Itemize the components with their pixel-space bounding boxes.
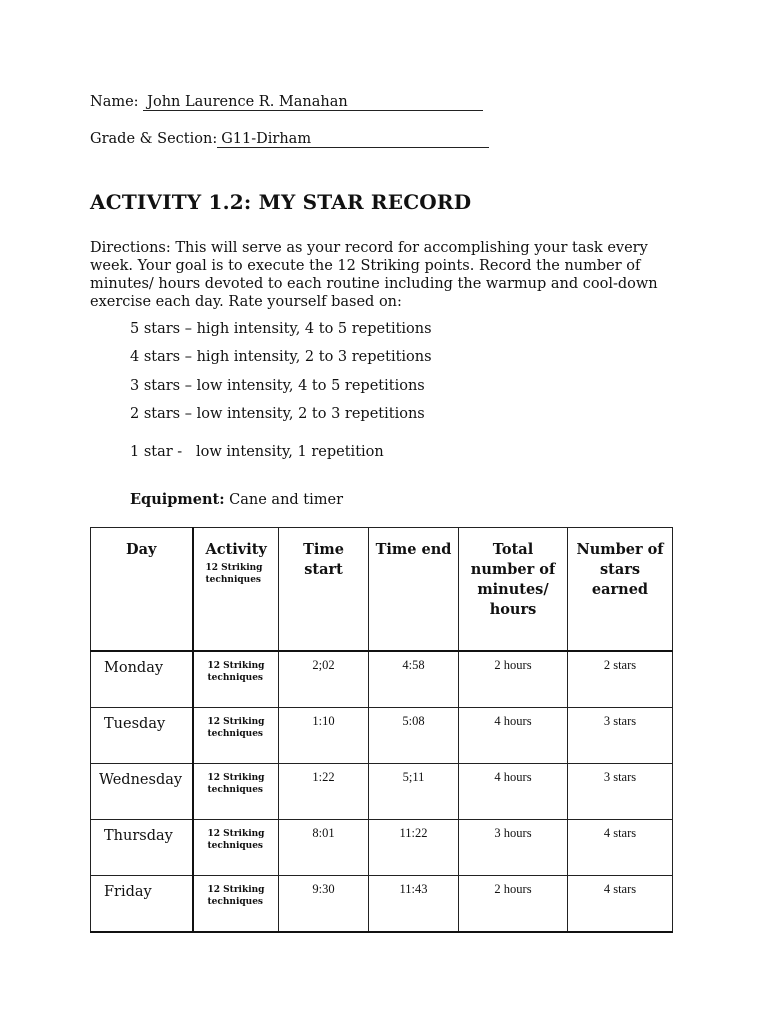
cell-total: 3 hours [459,820,568,876]
name-label: Name: [90,94,139,110]
grade-label: Grade & Section: [90,131,218,147]
name-field[interactable]: John Laurence R. Manahan [143,95,483,111]
cell-time-end: 5;11 [369,764,459,820]
rating-3-stars: 3 stars – low intensity, 4 to 5 repetitions [130,378,425,394]
table-row [91,820,673,876]
cell-time-start: 2;02 [279,651,369,708]
cell-day: Thursday [91,820,193,876]
cell-day: Monday [91,651,193,708]
equipment-label: Equipment: [130,491,225,508]
table-header-row [91,528,673,652]
cell-time-start: 9:30 [279,876,369,933]
cell-stars: 4 stars [568,876,673,933]
cell-total: 4 hours [459,708,568,764]
cell-time-start: 1:22 [279,764,369,820]
cell-stars: 4 stars [568,820,673,876]
cell-time-start: 1:10 [279,708,369,764]
cell-total: 2 hours [459,651,568,708]
table-row [91,708,673,764]
header-activity-sub: 12 Striking techniques [205,563,263,585]
table-row [91,764,673,820]
equipment-line [130,491,343,508]
cell-time-end: 11:43 [369,876,459,933]
cell-activity: 12 Striking techniques [193,764,279,820]
header-day: Day [91,528,193,652]
header-activity-label: Activity [205,541,267,558]
cell-time-end: 11:22 [369,820,459,876]
header-time-start: Time start [279,528,369,652]
header-activity [193,528,279,652]
cell-activity: 12 Striking techniques [193,820,279,876]
cell-total: 2 hours [459,876,568,933]
activity-title: ACTIVITY 1.2: MY STAR RECORD [90,190,472,214]
star-record-table [90,527,673,933]
grade-section-line [90,131,489,148]
rating-5-stars: 5 stars – high intensity, 4 to 5 repetitions [130,321,432,337]
cell-day: Wednesday [91,764,193,820]
rating-1-star: 1 star - low intensity, 1 repetition [130,444,384,460]
cell-day: Friday [91,876,193,933]
header-total: Total number of minutes/ hours [459,528,568,652]
cell-stars: 2 stars [568,651,673,708]
cell-activity: 12 Striking techniques [193,876,279,933]
directions-text: Directions: This will serve as your record for accomplishing your task every week. Your goal is to execute the 12 Striking points. Record the number of minutes/ hours devoted to each routine including the warmup and cool-down exercise each day. Rate yourself based on: [90,240,658,310]
cell-day: Tuesday [91,708,193,764]
table-row [91,651,673,708]
header-stars: Number of stars earned [568,528,673,652]
rating-4-stars: 4 stars – high intensity, 2 to 3 repetitions [130,349,432,365]
name-line [90,94,483,111]
table-row [91,876,673,933]
equipment-value: Cane and timer [229,492,344,508]
cell-time-end: 5:08 [369,708,459,764]
cell-activity: 12 Striking techniques [193,651,279,708]
cell-stars: 3 stars [568,764,673,820]
rating-2-stars: 2 stars – low intensity, 2 to 3 repetitions [130,406,425,422]
cell-time-start: 8:01 [279,820,369,876]
cell-time-end: 4:58 [369,651,459,708]
header-time-end: Time end [369,528,459,652]
grade-field[interactable]: G11-Dirham [217,132,489,148]
cell-stars: 3 stars [568,708,673,764]
cell-activity: 12 Striking techniques [193,708,279,764]
cell-total: 4 hours [459,764,568,820]
